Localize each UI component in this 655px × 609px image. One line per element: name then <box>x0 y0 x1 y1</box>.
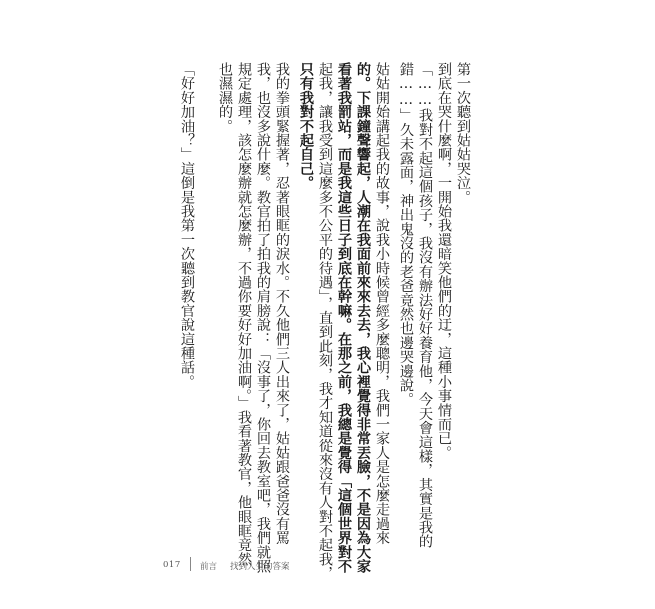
text-column-5: 姑姑開始講起我的故事，說我小時候曾經多麼聰明，我們一家人是怎麼走過來 <box>374 62 390 545</box>
footer-divider <box>190 557 191 571</box>
text-column-8: 起我，讓我受到這麼多不公平的待遇」，直到此刻，我才知道從來沒有人對不起我， <box>317 62 333 581</box>
text-column-9: 只有我對不起自己。 <box>298 62 314 190</box>
text-column-6-content: 的。下課鐘聲響起，人潮在我面前來來去去，我心裡覺得非常丟臉，不是因為大家 <box>355 62 371 574</box>
text-column-11: 我，也沒多說什麼。教官拍了拍我的肩膀說：「沒事了，你回去教室吧，我們就照 <box>255 62 271 574</box>
text-column-7 <box>337 62 353 573</box>
text-column-4: 錯……」久未露面，神出鬼沒的老爸竟然也邊哭邊說。 <box>398 62 414 407</box>
text-column-7-content: 看著我罰站，而是我這些日子到底在幹嘛。在那之前，我總是覺得「這個世界對不 <box>336 62 352 574</box>
text-column-6 <box>356 62 372 573</box>
text-column-13: 也濕濕的。 <box>217 62 233 133</box>
text-column-3: 「……我對不起這個孩子，我沒有辦法好好養育他，今天會這樣，其實是我的 <box>417 62 433 549</box>
text-column-1: 第一次聽到姑姑哭泣。 <box>455 62 471 204</box>
page-number: 017 <box>163 560 181 570</box>
text-column-12: 規定處理，該怎麼辦就怎麼辦，不過你要好好加油啊。」我看著教官，他眼眶竟然 <box>236 62 252 567</box>
footer-chapter: 前言 <box>200 562 218 572</box>
text-column-14: 「好好加油？」這倒是我第一次聽到教官說這種話。 <box>179 62 195 389</box>
footer-title: 找到人生的答案 <box>230 562 290 572</box>
text-column-10: 我的拳頭緊握著，忍著眼眶的淚水。不久他們三人出來了，姑姑跟爸爸沒有罵 <box>274 62 290 545</box>
text-column-2: 到底在哭什麼啊，一開始我還暗笑他們的迂，這種小事情而已。 <box>436 62 452 460</box>
